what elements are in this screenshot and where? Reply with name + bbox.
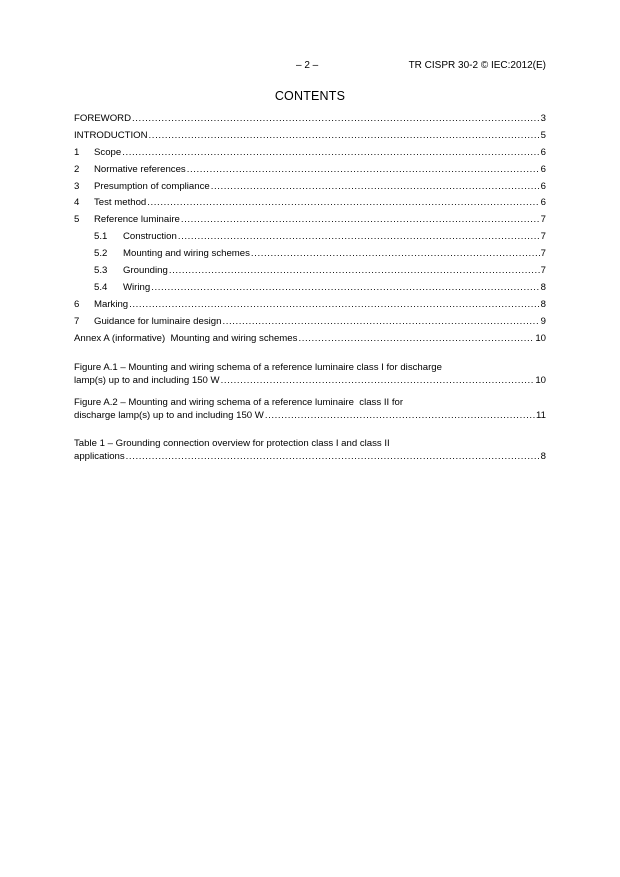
toc-entry-number: 2 bbox=[74, 163, 80, 175]
leader-dots bbox=[169, 265, 540, 276]
toc-entry-normative-references[interactable] bbox=[74, 164, 546, 181]
table-entry-caption: Table 1 – Grounding connection overview for protection class I and class II bbox=[74, 438, 390, 449]
document-reference: TR CISPR 30-2 © IEC:2012(E) bbox=[408, 60, 546, 71]
table-entry-page: 8 bbox=[540, 451, 546, 462]
toc-entry-title: Annex A (informative) Mounting and wiring schemes bbox=[74, 332, 298, 344]
leader-dots bbox=[122, 147, 539, 158]
leader-dots bbox=[187, 164, 540, 175]
toc-entry-annex-a[interactable] bbox=[74, 333, 546, 350]
toc-entry-presumption-of-compliance[interactable] bbox=[74, 181, 546, 198]
toc-entry-title: Presumption of compliance bbox=[94, 180, 210, 192]
toc-entry-number: 7 bbox=[74, 315, 80, 327]
toc-entry-wiring[interactable] bbox=[74, 282, 546, 299]
leader-dots bbox=[126, 451, 540, 462]
figure-entry-a2[interactable] bbox=[74, 397, 546, 427]
toc-entry-construction[interactable] bbox=[74, 231, 546, 248]
figure-entry-page: 11 bbox=[536, 409, 546, 421]
toc-entry-page: 6 bbox=[540, 163, 546, 175]
leader-dots bbox=[147, 197, 539, 208]
toc-entry-page: 8 bbox=[540, 298, 546, 310]
toc-entry-title: INTRODUCTION bbox=[74, 129, 148, 141]
table-entry-1[interactable] bbox=[74, 438, 546, 468]
toc-entry-number: 5 bbox=[74, 214, 80, 226]
toc-entry-title: Reference luminaire bbox=[94, 214, 180, 226]
toc-entry-number: 1 bbox=[74, 146, 80, 158]
figure-entry-caption-end: discharge lamp(s) up to and including 150 W bbox=[74, 409, 264, 421]
toc-entry-number: 3 bbox=[74, 180, 80, 192]
leader-dots bbox=[251, 248, 540, 259]
list-of-figures bbox=[74, 362, 546, 432]
toc-entry-number: 5.2 bbox=[94, 248, 108, 260]
toc-entry-title: FOREWORD bbox=[74, 113, 132, 124]
toc-entry-page: 8 bbox=[540, 281, 546, 293]
toc-entry-grounding[interactable] bbox=[74, 265, 546, 282]
toc-entry-title: Test method bbox=[94, 197, 147, 209]
toc-entry-guidance-for-luminaire-design[interactable] bbox=[74, 316, 546, 333]
toc-entry-number: 5.3 bbox=[94, 265, 108, 277]
figure-entry-a1[interactable] bbox=[74, 362, 546, 392]
page-number: – 2 – bbox=[296, 60, 319, 71]
figure-entry-continuation bbox=[74, 375, 546, 392]
list-of-tables bbox=[74, 438, 546, 473]
toc-entry-page: 7 bbox=[540, 248, 546, 260]
leader-dots bbox=[132, 113, 540, 124]
toc-entry-page: 7 bbox=[540, 265, 546, 277]
figure-entry-continuation bbox=[74, 410, 546, 427]
toc-entry-introduction[interactable] bbox=[74, 130, 546, 147]
toc-entry-page: 9 bbox=[540, 315, 546, 327]
table-of-contents bbox=[74, 113, 546, 349]
leader-dots bbox=[178, 231, 540, 242]
toc-entry-title: Scope bbox=[94, 146, 122, 158]
toc-entry-scope[interactable] bbox=[74, 147, 546, 164]
toc-entry-page: 6 bbox=[540, 180, 546, 192]
toc-entry-title: Construction bbox=[123, 231, 177, 243]
table-entry-caption-end: applications bbox=[74, 451, 125, 462]
leader-dots bbox=[149, 130, 540, 141]
table-entry-continuation bbox=[74, 451, 546, 468]
toc-entry-page: 6 bbox=[540, 146, 546, 158]
toc-entry-number: 4 bbox=[74, 197, 80, 209]
leader-dots bbox=[221, 375, 535, 386]
toc-entry-mounting-and-wiring-schemes[interactable] bbox=[74, 248, 546, 265]
leader-dots bbox=[265, 410, 535, 421]
leader-dots bbox=[211, 181, 540, 192]
toc-entry-title: Grounding bbox=[123, 265, 168, 277]
figure-entry-caption-end: lamp(s) up to and including 150 W bbox=[74, 375, 220, 386]
toc-entry-page: 7 bbox=[540, 231, 546, 243]
toc-entry-title: Guidance for luminaire design bbox=[94, 315, 222, 327]
toc-entry-test-method[interactable] bbox=[74, 197, 546, 214]
leader-dots bbox=[222, 316, 539, 327]
figure-entry-caption: Figure A.1 – Mounting and wiring schema of a reference luminaire class I for discharge bbox=[74, 362, 442, 373]
toc-entry-title: Normative references bbox=[94, 163, 186, 175]
toc-entry-number: 6 bbox=[74, 298, 80, 310]
toc-entry-number: 5.1 bbox=[94, 231, 108, 243]
toc-entry-page: 10 bbox=[535, 332, 546, 344]
leader-dots bbox=[151, 282, 539, 293]
toc-entry-page: 7 bbox=[540, 214, 546, 226]
toc-entry-marking[interactable] bbox=[74, 299, 546, 316]
toc-entry-page: 5 bbox=[540, 129, 546, 141]
toc-entry-number: 5.4 bbox=[94, 281, 108, 293]
leader-dots bbox=[298, 333, 534, 344]
leader-dots bbox=[129, 299, 540, 310]
contents-title: CONTENTS bbox=[274, 89, 346, 103]
figure-entry-page: 10 bbox=[535, 375, 546, 386]
leader-dots bbox=[181, 214, 540, 225]
toc-entry-reference-luminaire[interactable] bbox=[74, 214, 546, 231]
toc-entry-foreword[interactable] bbox=[74, 113, 546, 130]
toc-entry-title: Marking bbox=[94, 298, 129, 310]
toc-entry-title: Mounting and wiring schemes bbox=[123, 248, 250, 260]
figure-entry-caption: Figure A.2 – Mounting and wiring schema of a reference luminaire class II for bbox=[74, 396, 404, 408]
toc-entry-page: 6 bbox=[540, 197, 546, 209]
toc-entry-title: Wiring bbox=[123, 281, 151, 293]
toc-entry-page: 3 bbox=[540, 113, 546, 124]
